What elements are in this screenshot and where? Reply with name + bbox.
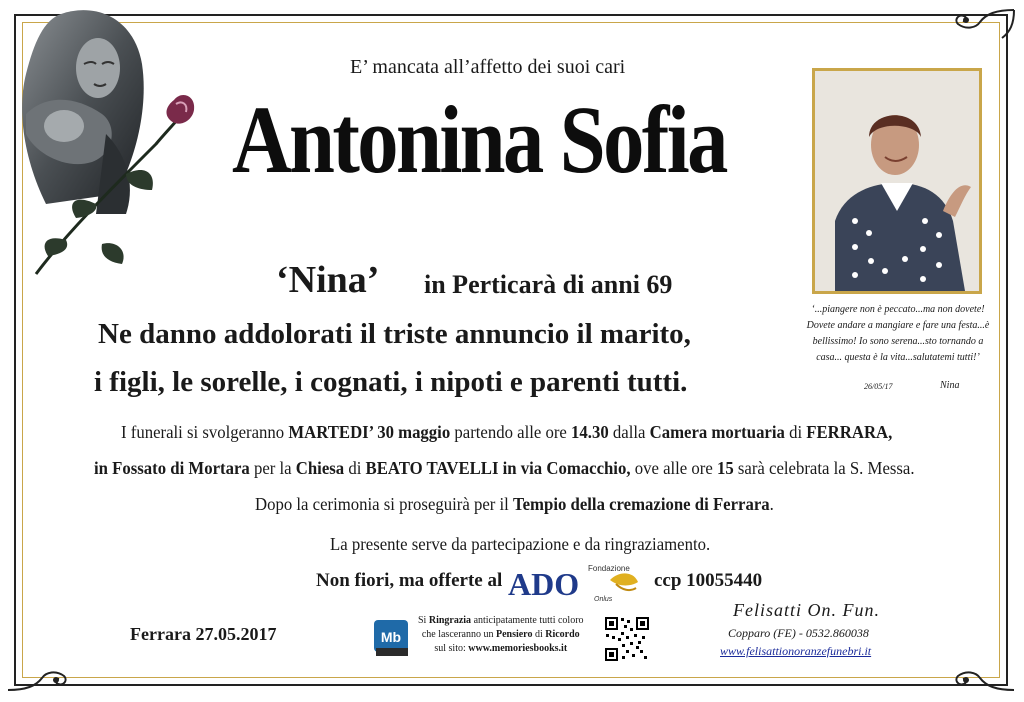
ado-logo-graphic-icon xyxy=(500,562,650,602)
thanks-line-3 xyxy=(418,642,584,656)
mass-time: 15 xyxy=(716,458,734,478)
ado-logo-top: Fondazione xyxy=(588,564,630,573)
church-label: Chiesa xyxy=(295,458,345,478)
announcement-line-1: Ne danno addolorati il triste annuncio il marito, xyxy=(98,318,691,350)
deceased-name: Antonina Sofia xyxy=(232,86,726,193)
corner-ornament-icon xyxy=(6,656,86,696)
text-segment: che lasceranno un xyxy=(421,629,496,640)
ado-logo xyxy=(500,562,650,602)
funeral-agency-name: Felisatti On. Fun. xyxy=(733,600,880,620)
quote-date: 26/05/17 xyxy=(864,382,893,391)
corner-ornament-icon xyxy=(936,656,1016,696)
thanks-line-1 xyxy=(418,614,584,628)
text-segment: di xyxy=(784,422,807,442)
thanks-block xyxy=(418,614,584,656)
funeral-line-2 xyxy=(94,458,915,479)
departure-city: FERRARA, xyxy=(806,422,893,442)
funeral-line-4: La presente serve da partecipazione e da ringraziamento. xyxy=(330,534,711,554)
text-segment: dalla xyxy=(608,422,650,442)
text-segment: sarà celebrata la S. Messa. xyxy=(733,458,915,478)
text-segment: sul sito: xyxy=(434,643,469,654)
funeral-line-3 xyxy=(255,494,774,515)
mb-logo-text: Mb xyxy=(380,629,402,645)
quote-text: ‘...piangere non è peccato...ma non dovete! Dovete andare a mangiare e fare una festa...è bellissimo! Io sono serena...sto tornando a casa... questa è la vita...salutatemi tutti!’ xyxy=(806,304,990,363)
text-segment: partendo alle ore xyxy=(450,422,572,442)
text-segment: Ricordo xyxy=(545,629,580,640)
memoriesbooks-logo-icon xyxy=(372,618,410,658)
ado-logo-text: ADO xyxy=(508,566,580,602)
departure-place: Camera mortuaria xyxy=(649,422,785,442)
cremation-place: Tempio della cremazione di Ferrara xyxy=(513,494,770,514)
text-segment: . xyxy=(769,494,774,514)
text-segment: Pensiero xyxy=(495,629,533,640)
qr-code-icon[interactable] xyxy=(604,616,650,662)
funeral-line-1 xyxy=(121,422,892,443)
intro-text: E’ mancata all’affetto dei suoi cari xyxy=(350,56,626,78)
church-name: BEATO TAVELLI in via Comacchio, xyxy=(365,458,631,478)
funeral-date: MARTEDI’ 30 maggio xyxy=(288,422,451,442)
text-segment: di xyxy=(532,629,546,640)
text-segment: per la xyxy=(249,458,296,478)
quote-signature: Nina xyxy=(940,380,960,391)
location: in Fossato di Mortara xyxy=(94,458,250,478)
memoriesbooks-link[interactable]: www.memoriesbooks.it xyxy=(468,643,568,654)
announcement-line-2: i figli, le sorelle, i cognati, i nipoti e parenti tutti. xyxy=(94,366,688,398)
ado-logo-bottom: Onlus xyxy=(594,596,613,602)
ccp-number: ccp 10055440 xyxy=(654,570,763,591)
pieta-statue-with-rose-icon xyxy=(6,4,206,284)
portrait-image-icon xyxy=(815,71,979,291)
funeral-time: 14.30 xyxy=(571,422,609,442)
portrait-photo xyxy=(812,68,982,294)
text-segment: di xyxy=(344,458,366,478)
deceased-maiden-age: in Perticarà di anni 69 xyxy=(424,270,673,299)
deceased-nickname: ‘Nina’ xyxy=(276,259,380,301)
text-segment: Ringrazia xyxy=(428,615,472,626)
funeral-agency-website-link[interactable]: www.felisattionoranzefunebri.it xyxy=(720,644,872,658)
text-segment: anticipatamente tutti coloro xyxy=(471,615,584,626)
funeral-agency-address: Copparo (FE) - 0532.860038 xyxy=(728,626,869,640)
donation-text: Non fiori, ma offerte al xyxy=(316,570,503,591)
thanks-line-2 xyxy=(418,628,584,642)
text-segment: ove alle ore xyxy=(630,458,717,478)
text-segment: Dopo la cerimonia si proseguirà per il xyxy=(255,494,514,514)
text-segment: Si xyxy=(418,615,429,626)
place-date: Ferrara 27.05.2017 xyxy=(130,624,277,644)
corner-ornament-icon xyxy=(936,4,1016,44)
text-segment: I funerali si svolgeranno xyxy=(121,422,289,442)
